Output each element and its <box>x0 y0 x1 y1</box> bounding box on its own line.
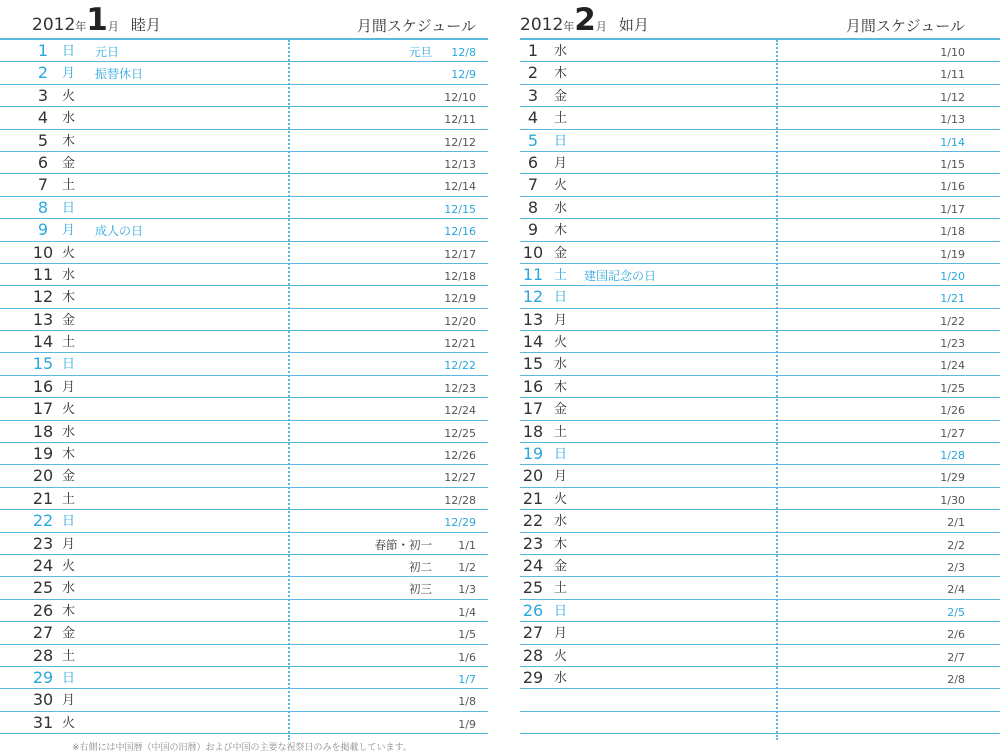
lunar-date: 12/29 <box>444 516 476 530</box>
day-number: 19 <box>522 444 544 464</box>
day-row[interactable] <box>0 152 488 174</box>
day-row[interactable] <box>520 130 1000 152</box>
day-row[interactable] <box>520 622 1000 644</box>
day-number: 8 <box>527 197 539 217</box>
day-row[interactable] <box>520 645 1000 667</box>
lunar-date: 1/9 <box>458 717 476 731</box>
lunar-date: 2/7 <box>947 650 965 664</box>
day-number: 1 <box>37 41 49 60</box>
weekday: 木 <box>62 290 76 306</box>
weekday: 月 <box>554 469 568 485</box>
month-header <box>0 2 488 38</box>
day-number: 11 <box>32 264 54 284</box>
day-number: 26 <box>32 600 54 620</box>
weekday: 火 <box>554 648 568 664</box>
weekday: 火 <box>62 88 76 104</box>
day-number: 15 <box>32 354 54 374</box>
day-number: 14 <box>522 332 544 352</box>
lunar-date: 1/29 <box>940 471 965 485</box>
weekday: 水 <box>554 514 568 530</box>
weekday: 月 <box>62 693 76 709</box>
day-row[interactable] <box>520 197 1000 219</box>
day-row[interactable] <box>0 465 488 487</box>
day-row[interactable] <box>0 40 488 62</box>
day-number: 18 <box>32 421 54 441</box>
lunar-date: 12/14 <box>444 180 476 194</box>
day-number: 17 <box>32 399 54 419</box>
lunar-date: 1/22 <box>940 314 965 328</box>
weekday: 日 <box>554 133 568 149</box>
lunar-date: 12/15 <box>444 202 476 216</box>
lunar-date: 1/30 <box>940 493 965 507</box>
day-row[interactable] <box>520 712 1000 734</box>
month-title <box>32 2 161 38</box>
day-number: 13 <box>32 309 54 329</box>
day-row[interactable] <box>520 62 1000 84</box>
lunar-date: 12/25 <box>444 426 476 440</box>
weekday: 木 <box>554 66 568 82</box>
lunar-date: 2/8 <box>947 672 965 686</box>
day-row[interactable] <box>0 242 488 264</box>
day-number: 26 <box>522 600 544 620</box>
day-number: 15 <box>522 354 544 374</box>
lunar-date: 1/16 <box>940 180 965 194</box>
weekday: 木 <box>62 133 76 149</box>
lunar-date: 12/11 <box>444 113 476 127</box>
day-row[interactable] <box>0 62 488 84</box>
lunar-date: 1/13 <box>940 113 965 127</box>
day-number: 16 <box>522 376 544 396</box>
lunar-date: 12/20 <box>444 314 476 328</box>
day-rows <box>520 40 1000 734</box>
weekday: 日 <box>554 290 568 306</box>
lunar-date: 1/7 <box>458 672 476 686</box>
day-row[interactable] <box>520 443 1000 465</box>
day-number: 8 <box>37 197 49 217</box>
lunar-date: 1/12 <box>940 90 965 104</box>
day-number: 24 <box>32 555 54 575</box>
day-number: 29 <box>32 667 54 687</box>
day-number: 3 <box>527 85 539 105</box>
day-row[interactable] <box>0 667 488 689</box>
lunar-date: 12/22 <box>444 359 476 373</box>
lunar-date: 1/24 <box>940 359 965 373</box>
weekday: 金 <box>554 402 568 418</box>
lunar-date: 12/17 <box>444 247 476 261</box>
lunar-date: 1/2 <box>458 560 476 574</box>
day-row[interactable] <box>0 85 488 107</box>
year-suffix: 年 <box>75 20 87 33</box>
weekday: 火 <box>62 245 76 261</box>
weekday: 木 <box>554 223 568 239</box>
weekday: 水 <box>554 200 568 216</box>
weekday: 水 <box>62 111 76 127</box>
day-number: 4 <box>527 108 539 128</box>
day-number: 2 <box>37 63 49 83</box>
day-row[interactable] <box>520 533 1000 555</box>
calendar-january <box>0 0 488 740</box>
footnote: ※右側には中国暦（中国の旧暦）および中国の主要な祝祭日のみを掲載しています。 <box>72 743 412 753</box>
weekday: 土 <box>62 491 76 507</box>
day-number: 14 <box>32 332 54 352</box>
day-row[interactable] <box>0 689 488 711</box>
day-row[interactable] <box>0 577 488 599</box>
weekday: 金 <box>62 312 76 328</box>
lunar-date: 1/11 <box>940 68 965 82</box>
weekday: 月 <box>62 536 76 552</box>
weekday: 月 <box>62 379 76 395</box>
day-number: 30 <box>32 690 54 710</box>
day-number: 12 <box>522 287 544 307</box>
day-row[interactable] <box>0 286 488 308</box>
day-row[interactable] <box>0 174 488 196</box>
day-row[interactable] <box>520 264 1000 286</box>
weekday: 日 <box>62 200 76 216</box>
lunar-date: 12/21 <box>444 337 476 351</box>
weekday: 金 <box>62 469 76 485</box>
lunar-date: 1/17 <box>940 202 965 216</box>
day-row[interactable] <box>0 622 488 644</box>
weekday: 火 <box>62 715 76 731</box>
month-name-jp: 睦月 <box>130 16 161 34</box>
schedule-label: 月間スケジュール <box>356 17 476 35</box>
day-row[interactable] <box>0 219 488 241</box>
weekday: 金 <box>62 626 76 642</box>
day-row[interactable] <box>520 689 1000 711</box>
day-row[interactable] <box>0 600 488 622</box>
day-row[interactable] <box>0 130 488 152</box>
day-number: 22 <box>32 511 54 531</box>
weekday: 金 <box>554 88 568 104</box>
day-number: 20 <box>522 466 544 486</box>
holiday-name: 振替休日 <box>95 67 144 82</box>
weekday: 水 <box>62 267 76 283</box>
day-number: 29 <box>522 667 544 687</box>
lunar-date: 12/9 <box>451 68 476 82</box>
day-row[interactable] <box>520 85 1000 107</box>
weekday: 水 <box>554 357 568 373</box>
weekday: 土 <box>554 267 568 283</box>
lunar-date: 12/12 <box>444 135 476 149</box>
day-row[interactable] <box>520 107 1000 129</box>
day-row[interactable] <box>520 577 1000 599</box>
day-number: 7 <box>527 175 539 195</box>
day-number: 28 <box>522 645 544 665</box>
day-row[interactable] <box>0 309 488 331</box>
weekday: 火 <box>554 491 568 507</box>
lunar-date: 12/19 <box>444 292 476 306</box>
day-number: 22 <box>522 511 544 531</box>
day-row[interactable] <box>0 331 488 353</box>
lunar-date: 2/1 <box>947 516 965 530</box>
lunar-note: 初二 <box>409 559 432 574</box>
weekday: 金 <box>554 558 568 574</box>
weekday: 土 <box>554 111 568 127</box>
lunar-date: 12/27 <box>444 471 476 485</box>
weekday: 月 <box>62 223 76 239</box>
holiday-name: 成人の日 <box>95 224 144 239</box>
lunar-date: 12/23 <box>444 381 476 395</box>
weekday: 土 <box>554 424 568 440</box>
day-row[interactable] <box>0 264 488 286</box>
weekday: 日 <box>62 670 76 686</box>
weekday: 水 <box>62 581 76 597</box>
day-number: 9 <box>37 220 49 240</box>
day-number: 11 <box>522 264 544 284</box>
lunar-note: 春節・初一 <box>374 537 432 552</box>
weekday: 木 <box>554 379 568 395</box>
day-number: 24 <box>522 555 544 575</box>
lunar-date: 1/21 <box>940 292 965 306</box>
day-number: 16 <box>32 376 54 396</box>
day-number: 10 <box>32 242 54 262</box>
weekday: 日 <box>62 357 76 373</box>
day-number: 27 <box>522 623 544 643</box>
lunar-date: 12/28 <box>444 493 476 507</box>
day-row[interactable] <box>0 645 488 667</box>
weekday: 日 <box>62 44 76 59</box>
weekday: 火 <box>554 178 568 194</box>
day-row[interactable] <box>0 376 488 398</box>
day-row[interactable] <box>520 242 1000 264</box>
weekday: 金 <box>62 155 76 171</box>
day-number: 6 <box>527 152 539 172</box>
day-row[interactable] <box>520 667 1000 689</box>
day-number: 1 <box>527 41 539 60</box>
weekday: 日 <box>62 514 76 530</box>
lunar-date: 1/15 <box>940 157 965 171</box>
weekday: 火 <box>62 558 76 574</box>
lunar-date: 1/27 <box>940 426 965 440</box>
day-number: 4 <box>37 108 49 128</box>
lunar-date: 12/24 <box>444 404 476 418</box>
day-number: 20 <box>32 466 54 486</box>
day-row[interactable] <box>0 443 488 465</box>
day-row[interactable] <box>0 353 488 375</box>
weekday: 月 <box>554 626 568 642</box>
lunar-date: 1/18 <box>940 225 965 239</box>
day-number: 9 <box>527 220 539 240</box>
schedule-label: 月間スケジュール <box>845 17 965 35</box>
day-row[interactable] <box>520 555 1000 577</box>
lunar-note: 元旦 <box>409 45 432 59</box>
weekday: 木 <box>554 536 568 552</box>
day-row[interactable] <box>0 510 488 532</box>
day-number: 7 <box>37 175 49 195</box>
weekday: 木 <box>62 447 76 463</box>
year: 2012 <box>32 15 76 35</box>
lunar-date: 12/26 <box>444 449 476 463</box>
lunar-date: 2/6 <box>947 628 965 642</box>
month-number: 1 <box>86 2 108 38</box>
day-row[interactable] <box>520 488 1000 510</box>
lunar-date: 2/5 <box>947 605 965 619</box>
day-number: 3 <box>37 85 49 105</box>
weekday: 月 <box>554 155 568 171</box>
weekday: 月 <box>554 312 568 328</box>
day-number: 13 <box>522 309 544 329</box>
weekday: 火 <box>554 335 568 351</box>
lunar-date: 1/19 <box>940 247 965 261</box>
month-name-jp: 如月 <box>618 16 649 34</box>
day-number: 23 <box>522 533 544 553</box>
weekday: 水 <box>554 670 568 686</box>
day-number: 21 <box>522 488 544 508</box>
month-title <box>520 2 649 38</box>
day-row[interactable] <box>520 219 1000 241</box>
lunar-date: 2/3 <box>947 560 965 574</box>
month-header <box>520 2 1000 38</box>
day-row[interactable] <box>520 40 1000 62</box>
day-number: 5 <box>37 130 49 150</box>
day-row[interactable] <box>0 107 488 129</box>
day-number: 12 <box>32 287 54 307</box>
lunar-date: 1/14 <box>940 135 965 149</box>
weekday: 月 <box>62 66 76 82</box>
day-number: 31 <box>32 712 54 732</box>
lunar-date: 2/2 <box>947 538 965 552</box>
lunar-date: 12/8 <box>451 46 476 59</box>
day-number: 10 <box>522 242 544 262</box>
day-number: 21 <box>32 488 54 508</box>
holiday-name: 建国記念の日 <box>584 268 657 283</box>
day-number: 25 <box>522 578 544 598</box>
year: 2012 <box>520 15 564 35</box>
day-row[interactable] <box>520 421 1000 443</box>
calendar-february <box>520 0 1000 740</box>
day-number: 28 <box>32 645 54 665</box>
day-row[interactable] <box>520 510 1000 532</box>
month-suffix: 月 <box>595 20 607 33</box>
day-row[interactable] <box>520 398 1000 420</box>
lunar-date: 1/1 <box>458 538 476 552</box>
weekday: 日 <box>554 447 568 463</box>
day-row[interactable] <box>520 353 1000 375</box>
lunar-date: 1/25 <box>940 381 965 395</box>
lunar-date: 1/6 <box>458 650 476 664</box>
year-suffix: 年 <box>563 20 575 33</box>
weekday: 土 <box>62 335 76 351</box>
weekday: 金 <box>554 245 568 261</box>
day-row[interactable] <box>520 286 1000 308</box>
lunar-date: 12/13 <box>444 157 476 171</box>
month-suffix: 月 <box>107 20 119 33</box>
weekday: 火 <box>62 402 76 418</box>
day-number: 6 <box>37 152 49 172</box>
day-row[interactable] <box>0 421 488 443</box>
weekday: 水 <box>62 424 76 440</box>
day-row[interactable] <box>0 533 488 555</box>
lunar-date: 12/16 <box>444 225 476 239</box>
lunar-date: 12/18 <box>444 269 476 283</box>
lunar-date: 12/10 <box>444 90 476 104</box>
day-rows <box>0 40 488 734</box>
day-number: 25 <box>32 578 54 598</box>
lunar-date: 1/23 <box>940 337 965 351</box>
weekday: 土 <box>62 648 76 664</box>
day-row[interactable] <box>520 376 1000 398</box>
day-row[interactable] <box>520 465 1000 487</box>
day-number: 17 <box>522 399 544 419</box>
day-row[interactable] <box>520 331 1000 353</box>
day-number: 19 <box>32 444 54 464</box>
lunar-date: 1/10 <box>940 46 965 59</box>
weekday: 水 <box>554 44 568 59</box>
day-row[interactable] <box>0 398 488 420</box>
day-row[interactable] <box>0 197 488 219</box>
lunar-date: 2/4 <box>947 583 965 597</box>
day-row[interactable] <box>0 712 488 734</box>
month-number: 2 <box>574 2 596 38</box>
day-row[interactable] <box>520 309 1000 331</box>
day-number: 18 <box>522 421 544 441</box>
day-row[interactable] <box>520 600 1000 622</box>
lunar-note: 初三 <box>409 582 432 597</box>
day-row[interactable] <box>0 488 488 510</box>
day-number: 23 <box>32 533 54 553</box>
lunar-date: 1/3 <box>458 583 476 597</box>
lunar-date: 1/28 <box>940 449 965 463</box>
day-number: 27 <box>32 623 54 643</box>
lunar-date: 1/8 <box>458 695 476 709</box>
day-row[interactable] <box>520 174 1000 196</box>
holiday-name: 元日 <box>95 45 120 59</box>
day-row[interactable] <box>520 152 1000 174</box>
weekday: 土 <box>554 581 568 597</box>
day-number: 5 <box>527 130 539 150</box>
day-number: 2 <box>527 63 539 83</box>
weekday: 木 <box>62 603 76 619</box>
lunar-date: 1/5 <box>458 628 476 642</box>
day-row[interactable] <box>0 555 488 577</box>
lunar-date: 1/26 <box>940 404 965 418</box>
lunar-date: 1/20 <box>940 269 965 283</box>
weekday: 土 <box>62 178 76 194</box>
weekday: 日 <box>554 603 568 619</box>
lunar-date: 1/4 <box>458 605 476 619</box>
